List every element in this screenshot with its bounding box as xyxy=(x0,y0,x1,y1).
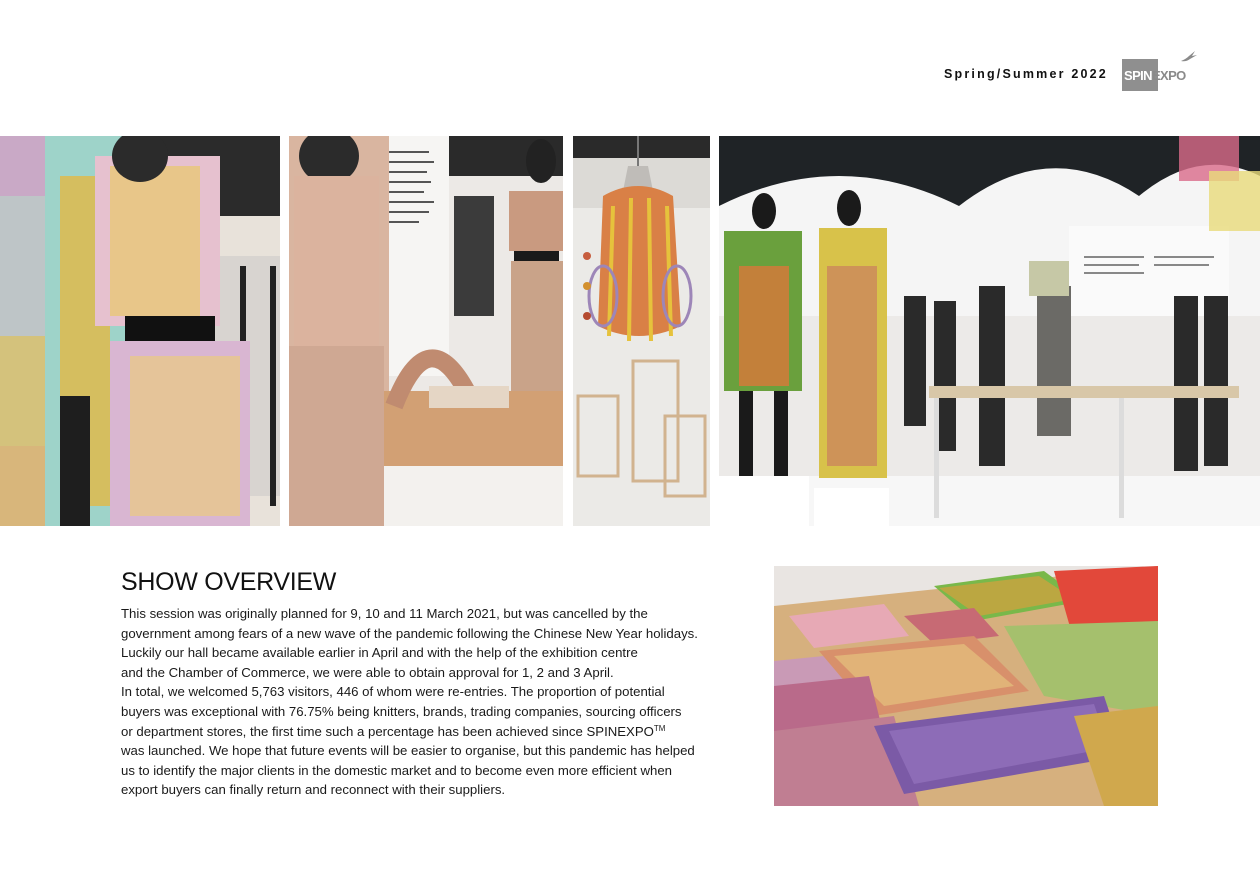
photo-hanging-sculpture xyxy=(573,136,710,526)
overview-line: This session was originally planned for 9, 10 and 11 March 2021, but was cancelled by the xyxy=(121,606,648,621)
trademark-mark: TM xyxy=(653,723,666,733)
logo-text-primary: SPIN xyxy=(1124,68,1152,83)
overview-line-text: or department stores, the first time such a percentage has been achieved since SPINEXPO xyxy=(121,723,654,739)
photo-exhibition-hall xyxy=(719,136,1260,526)
spinexpo-logo xyxy=(1122,50,1202,94)
overview-line: government among fears of a new wave of the pandemic following the Chinese New Year holidays. xyxy=(121,625,698,641)
overview-line: was launched. We hope that future events will be easier to organise, but this pandemic has helped xyxy=(121,743,695,759)
bird-icon xyxy=(1180,50,1198,64)
overview-line: Luckily our hall became available earlier in April and with the help of the exhibition centre xyxy=(121,645,638,661)
logo-wordmark xyxy=(1124,68,1186,83)
overview-line: us to identify the major clients in the domestic market and to become even more efficient when xyxy=(121,762,672,778)
photo-knitted-swatches xyxy=(774,566,1158,806)
photo-beige-knit-display xyxy=(289,136,563,526)
overview-line: buyers was exceptional with 76.75% being knitters, brands, trading companies, sourcing officers xyxy=(121,703,682,719)
overview-line: and the Chamber of Commerce, we were able to obtain approval for 1, 2 and 3 April. xyxy=(121,664,614,680)
overview-line: export buyers can finally return and reconnect with their suppliers. xyxy=(121,782,506,798)
logo-text-secondary: EXPO xyxy=(1151,68,1186,83)
photo-knitwear-mannequins xyxy=(0,136,280,526)
overview-line: In total, we welcomed 5,763 visitors, 446 of whom were re-entries. The proportion of potential xyxy=(121,684,665,700)
overview-paragraph xyxy=(121,604,741,800)
overview-line-trademark xyxy=(121,722,741,742)
section-title: SHOW OVERVIEW xyxy=(121,568,337,596)
season-label: Spring/Summer 2022 xyxy=(944,67,1108,81)
